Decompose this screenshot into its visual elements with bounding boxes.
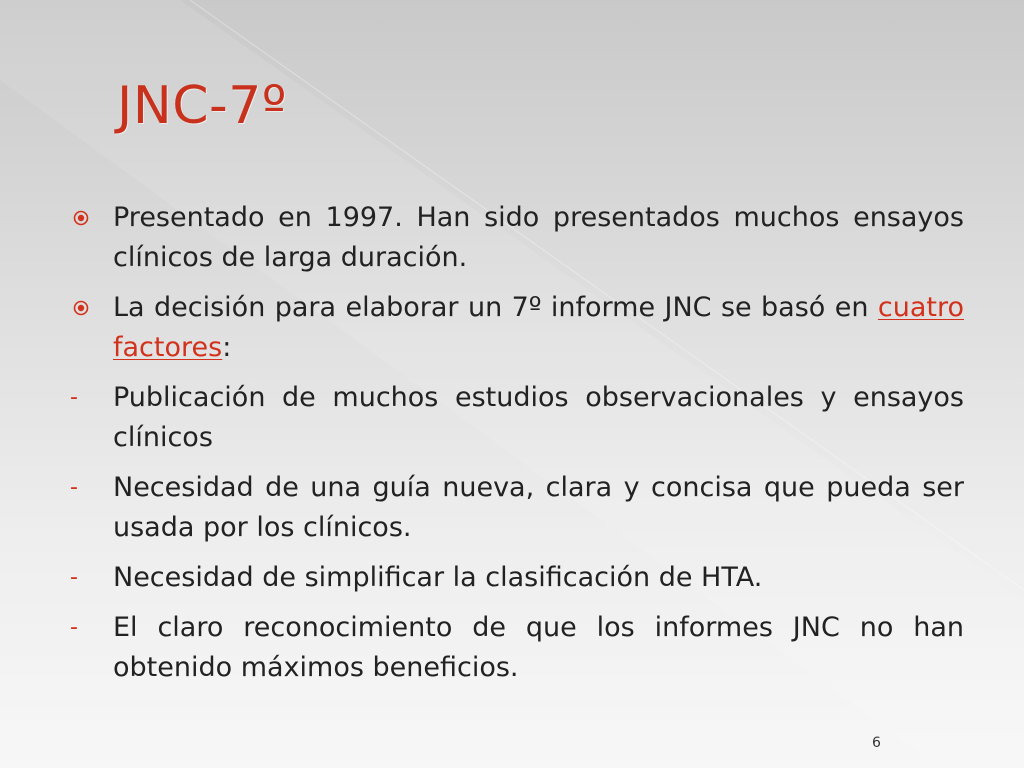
dash-glyph: - (70, 565, 78, 590)
cuatro-factores-link[interactable]: cuatro factores (113, 292, 964, 363)
circle-dot-icon (73, 210, 89, 226)
dash-item (68, 468, 964, 548)
dash-text: Publicación de muchos estudios observacionales y ensayos clínicos (113, 382, 964, 453)
bullet-item (68, 198, 964, 278)
dash-glyph: - (70, 385, 78, 410)
dash-text: Necesidad de simplificar la clasificación de HTA. (113, 562, 763, 593)
dash-item (68, 558, 964, 598)
bullet-marker (68, 198, 113, 238)
slide-title: JNC-7º (117, 76, 287, 136)
dash-text: El claro reconocimiento de que los informes JNC no han obtenido máximos beneficios. (113, 612, 964, 683)
dash-marker (68, 378, 113, 418)
circle-dot-icon (73, 300, 89, 316)
bullet-text: Presentado en 1997. Han sido presentados muchos ensayos clínicos de larga duración. (113, 202, 964, 273)
dash-text: Necesidad de una guía nueva, clara y concisa que pueda ser usada por los clínicos. (113, 472, 964, 543)
bullet-item (68, 288, 964, 368)
dash-marker (68, 468, 113, 508)
dash-item (68, 378, 964, 458)
dash-marker (68, 608, 113, 648)
bullet-text: La decisión para elaborar un 7º informe JNC se basó en (113, 292, 878, 323)
slide-content (68, 198, 964, 698)
dash-glyph: - (70, 615, 78, 640)
dash-marker (68, 558, 113, 598)
dash-glyph: - (70, 475, 78, 500)
bullet-text-end: : (222, 332, 232, 363)
bullet-marker (68, 288, 113, 328)
dash-item (68, 608, 964, 688)
page-number: 6 (872, 735, 881, 751)
